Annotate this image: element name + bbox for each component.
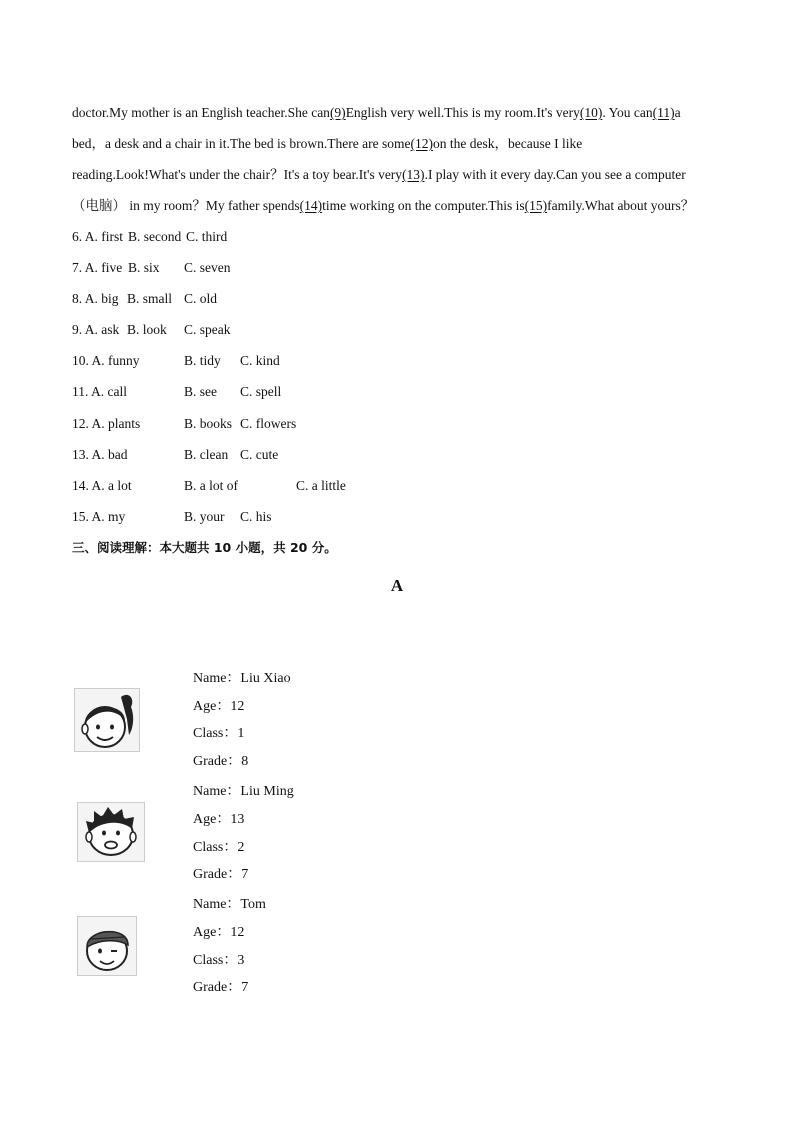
- option-a: 9. A. ask: [72, 322, 120, 337]
- option-c: C. kind: [240, 353, 280, 368]
- card-grade: Grade：8: [193, 754, 249, 769]
- card-age: Age：12: [193, 925, 245, 940]
- option-c: C. a little: [296, 478, 346, 493]
- card-class: Class：1: [193, 726, 245, 741]
- option-b: B. six: [128, 260, 160, 275]
- option-b: B. second: [128, 229, 182, 244]
- card-grade: Grade：7: [193, 980, 249, 995]
- option-a: 8. A. big: [72, 291, 119, 306]
- option-a: 13. A. bad: [72, 447, 128, 462]
- passage-line-2: [72, 135, 582, 153]
- option-a: 7. A. five: [72, 260, 123, 275]
- blank-9: (9): [329, 105, 346, 120]
- card-name: Name：Liu Ming: [193, 784, 294, 799]
- card-name: Name：Liu Xiao: [193, 671, 291, 686]
- option-a: 6. A. first: [72, 229, 124, 244]
- passage-text: doctor.My mother is an English teacher.She can: [72, 105, 330, 120]
- blank-13: (13): [402, 167, 425, 182]
- passage-text: . You can: [602, 105, 653, 120]
- option-c: C. speak: [184, 322, 231, 337]
- blank-11: (11): [652, 105, 675, 120]
- passage-line-1: [72, 104, 681, 122]
- card-name: Name：Tom: [193, 897, 266, 912]
- option-b: B. see: [184, 384, 217, 399]
- passage-text: English very well.This is my room.It's very: [345, 105, 580, 120]
- blank-10: (10): [579, 105, 603, 120]
- option-b: B. clean: [184, 447, 229, 462]
- girl-face-icon: [74, 688, 140, 752]
- passage-line-3: [72, 166, 686, 184]
- option-c: C. flowers: [240, 416, 297, 431]
- card-grade: Grade：7: [193, 867, 249, 882]
- option-c: C. spell: [240, 384, 282, 399]
- boy-face-icon: [77, 802, 145, 862]
- option-b: B. your: [184, 509, 225, 524]
- blank-15: (15): [524, 198, 548, 213]
- option-b: B. books: [184, 416, 233, 431]
- passage-text: time working on the computer.This is: [322, 198, 525, 213]
- passage-text: a: [674, 105, 681, 120]
- option-a: 11. A. call: [72, 384, 127, 399]
- blank-12: (12): [410, 136, 434, 151]
- passage-text: bed，a desk and a chair in it.The bed is brown.There are some: [72, 136, 411, 151]
- passage-text: on the desk，because I like: [433, 136, 583, 151]
- card-class: Class：3: [193, 953, 245, 968]
- blank-14: (14): [299, 198, 323, 213]
- passage-text: family.What about yours？: [547, 198, 695, 213]
- option-c: C. seven: [184, 260, 231, 275]
- passage-line-4: [72, 197, 694, 215]
- card-age: Age：12: [193, 699, 245, 714]
- option-b: B. tidy: [184, 353, 221, 368]
- boy-cap-face-icon: [77, 916, 137, 976]
- section-title: 三、阅读理解：本大题共 10 小题，共 20 分。: [72, 540, 337, 555]
- option-a: 10. A. funny: [72, 353, 140, 368]
- option-b: B. small: [127, 291, 173, 306]
- option-c: C. cute: [240, 447, 279, 462]
- option-a: 12. A. plants: [72, 416, 141, 431]
- option-b: B. look: [127, 322, 167, 337]
- passage-text: .I play with it every day.Can you see a computer: [424, 167, 686, 182]
- option-b: B. a lot of: [184, 478, 238, 493]
- card-age: Age：13: [193, 812, 245, 827]
- option-c: C. his: [240, 509, 272, 524]
- option-a: 15. A. my: [72, 509, 126, 524]
- option-a: 14. A. a lot: [72, 478, 132, 493]
- passage-text: reading.Look!What's under the chair？It's a toy bear.It's very: [72, 167, 403, 182]
- option-c: C. third: [186, 229, 228, 244]
- passage-text: （电脑） in my room？My father spends: [72, 198, 300, 213]
- part-heading: A: [390, 576, 404, 595]
- card-class: Class：2: [193, 840, 245, 855]
- option-c: C. old: [184, 291, 218, 306]
